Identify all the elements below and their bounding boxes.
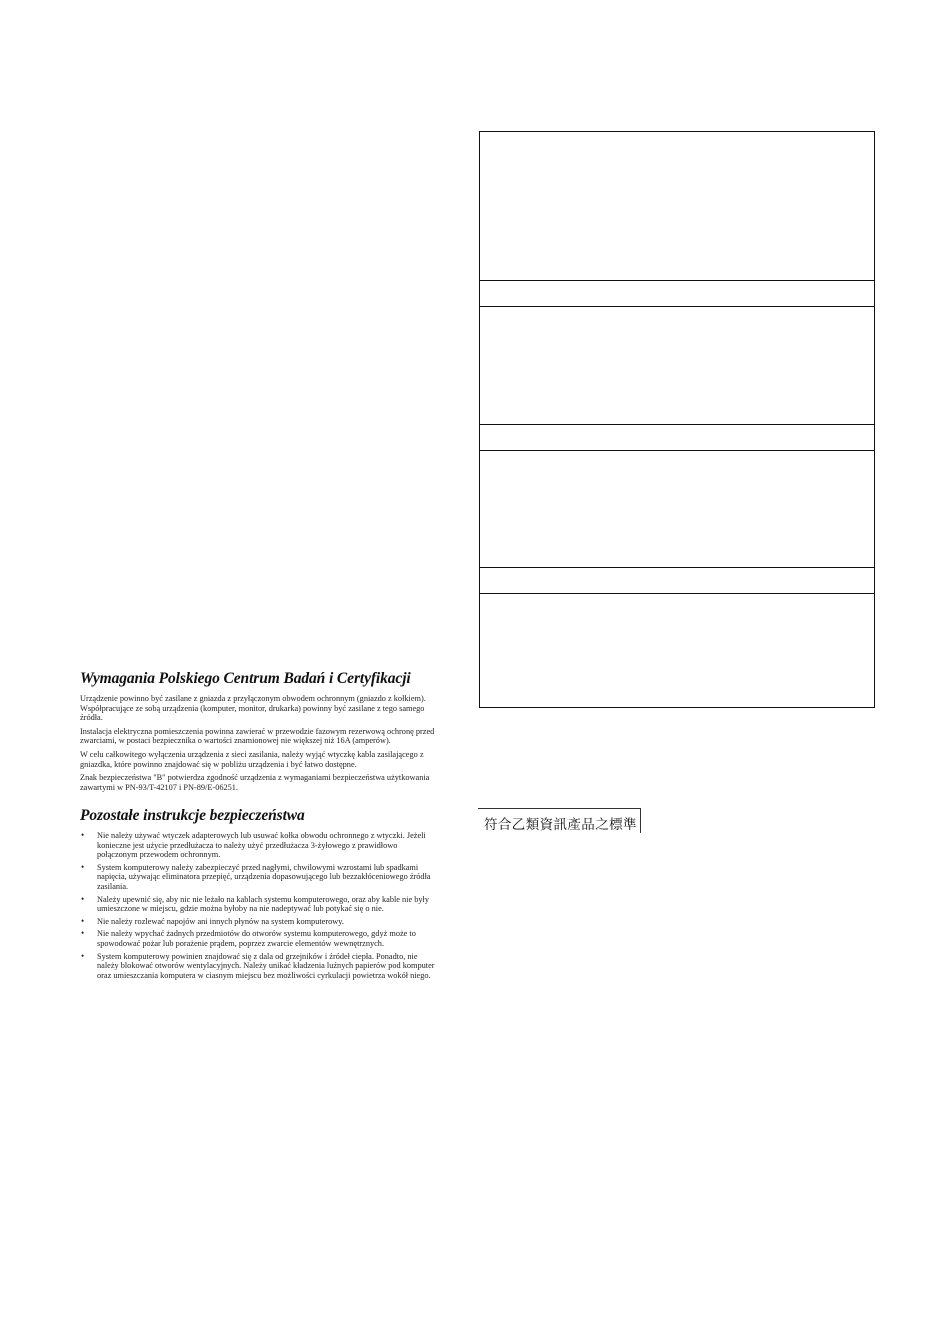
pcbc-paragraph: Instalacja elektryczna pomieszczenia powinna zawierać w przewodzie fazowym rezerwową ochronę przed zwarciami, w postaci bezpiecznika o wartości znamionowej nie większej niż 16A (amperów). bbox=[80, 726, 435, 746]
list-item-text: System komputerowy powinien znajdować się z dala od grzejników i źródeł ciepła. Ponadto, nie należy blokować otworów wentylacyjnych. Należy unikać kładzenia luźnych papierów pod komputer oraz umieszczania komputera w ciasnym miejscu bez możliwości cyrkulacji powietrza wokół niego. bbox=[97, 951, 435, 980]
bsmi-compliance-label bbox=[478, 808, 641, 833]
bullet-icon: • bbox=[81, 950, 85, 961]
pcbc-paragraph: Znak bezpieczeństwa "B" potwierdza zgodność urządzenia z wymaganiami bezpieczeństwa użytkowania zawartymi w PN-93/T-42107 i PN-89/E-06251. bbox=[80, 773, 430, 792]
bullet-icon: • bbox=[81, 928, 85, 939]
pcbc-paragraph: Urządzenie powinno być zasilane z gniazda z przyłączonym obwodem ochronnym (gniazdo z kołkiem). Współpracujące ze sobą urządzenia (komputer, monitor, drukarka) powinny być zasilane z tego samego źródła. bbox=[80, 694, 426, 723]
list-item bbox=[80, 917, 435, 927]
list-item-text: System komputerowy należy zabezpieczyć przed nagłymi, chwilowymi wzrostami lub spadkami napięcia, używając eliminatora przepięć, urządzenia dopasowującego lub bezzakłóceniowego źródła zasilania. bbox=[97, 862, 431, 891]
list-item bbox=[80, 929, 435, 948]
list-item-text: Nie należy rozlewać napojów ani innych płynów na system komputerowy. bbox=[97, 916, 344, 926]
list-item bbox=[80, 863, 435, 892]
other-safety-heading: Pozostałe instrukcje bezpieczeństwa bbox=[80, 807, 305, 824]
pcbc-heading: Wymagania Polskiego Centrum Badań i Certyfikacji bbox=[80, 670, 411, 687]
list-item-text: Nie należy używać wtyczek adapterowych lub usuwać kołka obwodu ochronnego z wtyczki. Jeżeli konieczne jest użycie przedłużacza to należy użyć przedłużacza 3-żyłowego z prawidłowo połączonym przewodem ochronnym. bbox=[97, 831, 426, 860]
table-header-band bbox=[480, 280, 874, 307]
table-body-cell bbox=[480, 132, 874, 280]
bullet-icon: • bbox=[81, 830, 85, 840]
table-body-cell bbox=[480, 451, 874, 567]
list-item-text: Nie należy wpychać żadnych przedmiotów do otworów systemu komputerowego, gdyż może to spowodować pożar lub porażenie prądem, poprzez zwarcie elementów wewnętrznych. bbox=[97, 929, 416, 948]
table-header-band bbox=[480, 424, 874, 451]
bullet-icon: • bbox=[81, 861, 85, 872]
bullet-icon: • bbox=[81, 893, 85, 904]
list-item bbox=[80, 952, 435, 981]
pcbc-paragraph: W celu całkowitego wyłączenia urządzenia z sieci zasilania, należy wyjąć wtyczkę kabla zasilającego z gniazdka, które powinno znajdować się w pobliżu urządzenia i być łatwo dostępne. bbox=[80, 749, 424, 769]
pcbc-requirements-section bbox=[80, 669, 435, 796]
bullet-icon: • bbox=[81, 915, 85, 926]
bsmi-label-text: 符合乙類資訊產品之標準 bbox=[484, 817, 637, 833]
table-body-cell bbox=[480, 307, 874, 424]
list-item bbox=[80, 895, 435, 914]
other-safety-section bbox=[80, 806, 435, 983]
safety-bullet-list bbox=[80, 831, 435, 980]
list-item-text: Należy upewnić się, aby nic nie leżało na kablach systemu komputerowego, oraz aby kable nie były umieszczone w miejscu, gdzie można byłoby na nie nadeptywać lub potykać się o nie. bbox=[97, 894, 429, 914]
empty-table-frame bbox=[479, 131, 875, 708]
list-item bbox=[80, 831, 435, 860]
table-header-band bbox=[480, 567, 874, 594]
table-body-cell bbox=[480, 594, 874, 706]
